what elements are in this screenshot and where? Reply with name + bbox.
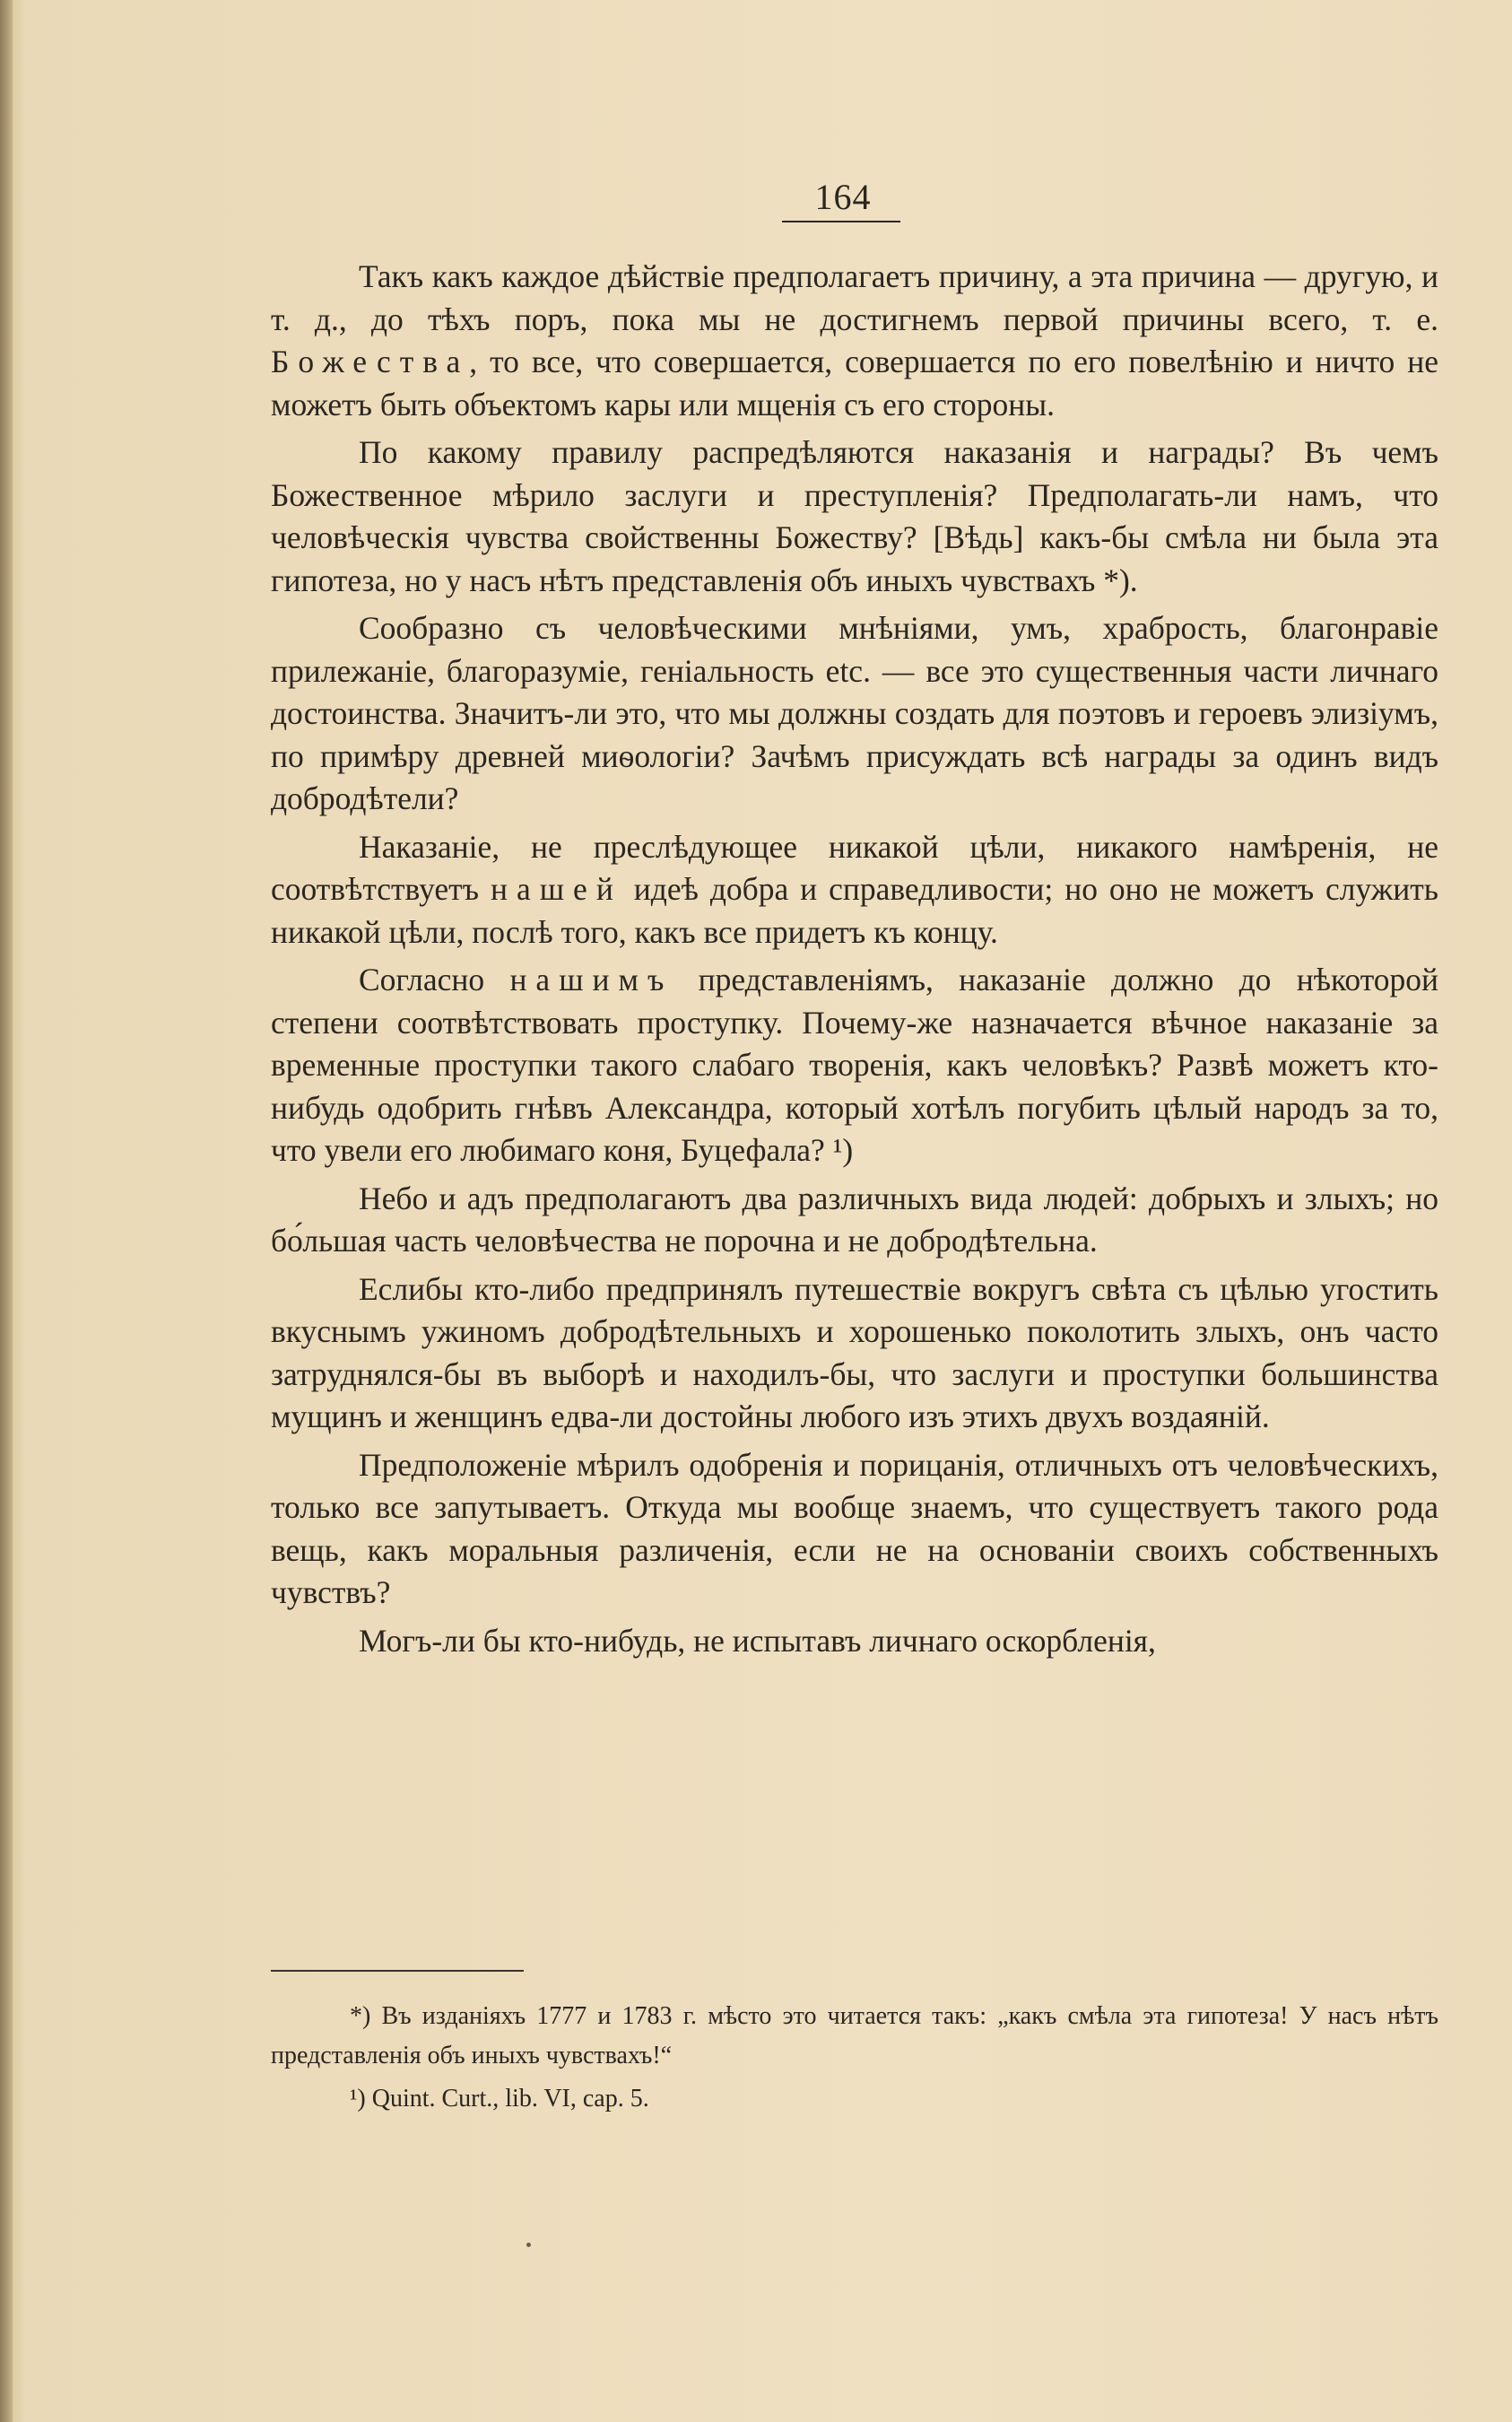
paragraph-8: Предположеніе мѣрилъ одобренія и порицанія, отличныхъ отъ человѣческихъ, только все запутываетъ. Откуда мы вообще знаемъ, что существуетъ такого рода вещь, какъ моральныя различенія, если не на основаніи своихъ собственныхъ чувствъ?: [271, 1446, 1438, 1610]
footnotes: [271, 1997, 1438, 2122]
paragraph-1-spaced-word: Божества: [271, 344, 470, 379]
paragraph-4: [271, 826, 1438, 954]
paragraph-3: Сообразно съ человѣческими мнѣніями, умъ, храбрость, благонравіе прилежаніе, благоразуміе, геніальность etc. — все это существенныя части личнаго достоинства. Значитъ-ли это, что мы должны создать для поэтовъ и героевъ элизіумъ, по примѣру древней миѳологіи? Зачѣмъ присуждать всѣ награды за одинъ видъ добродѣтели?: [271, 610, 1438, 816]
footnote-rule: [271, 1970, 524, 1972]
paragraph-5-spaced-word: нашимъ: [509, 962, 673, 998]
paragraph-2: По какому правилу распредѣляются наказанія и награды? Въ чемъ Божественное мѣрило заслуги и преступленія? Предполагать-ли намъ, что человѣческія чувства свойственны Божеству? [Вѣдь] какъ-бы смѣла ни была эта гипотеза, но у насъ нѣтъ представленія объ иныхъ чувствахъ *).: [271, 434, 1438, 598]
page-number-rule: [782, 221, 900, 222]
footnote-asterisk: *) Въ изданіяхъ 1777 и 1783 г. мѣсто это читается такъ: „какъ смѣла эта гипотеза! У насъ нѣтъ представленія объ иныхъ чувствахъ!“: [271, 2002, 1438, 2069]
paragraph-6: Небо и адъ предполагаютъ два различныхъ вида людей: добрыхъ и злыхъ; но бо́льшая часть человѣчества не порочна и не добродѣтельна.: [271, 1180, 1438, 1259]
paragraph-4-text: Наказаніе, не преслѣдующее никакой цѣли, никакого намѣренія, не соотвѣтствуетъ: [271, 828, 1438, 907]
paragraph-1: [271, 256, 1438, 426]
paragraph-4-spaced-word: нашей: [490, 871, 622, 907]
paragraph-1-text: Такъ какъ каждое дѣйствіе предполагаетъ причину, а эта причина — другую, и т. д., до тѣхъ поръ, пока мы не достигнемъ первой причины всего, т. е.: [271, 258, 1438, 337]
paragraph-5: [271, 959, 1438, 1172]
paragraph-1-text-after: , то все, что совершается, совершается по его повелѣнію и ничто не можетъ быть объектомъ кары или мщенія съ его стороны.: [271, 344, 1438, 423]
paper-speck: [526, 2243, 531, 2247]
paragraph-5-text-after: представленіямъ, наказаніе должно до нѣкоторой степени соотвѣтствовать проступку. Почему-же назначается вѣчное наказаніе за временные проступки такого слабаго творенія, какъ человѣкъ? Развѣ можетъ кто-нибудь одобрить гнѣвъ Александра, который хотѣлъ погубить цѣлый народъ за то, что увели его любимаго коня, Буцефала? ¹): [271, 962, 1438, 1168]
footnote-1: ¹) Quint. Curt., lib. VI, cap. 5.: [350, 2085, 649, 2113]
body-text: [271, 256, 1438, 1668]
paragraph-5-text: Согласно: [359, 962, 510, 998]
paragraph-9: Могъ-ли бы кто-нибудь, не испытавъ личнаго оскорбленія,: [359, 1622, 1156, 1659]
paragraph-4-text-after: идеѣ добра и справедливости; но оно не можетъ служить никакой цѣли, послѣ того, какъ все придетъ къ концу.: [271, 871, 1439, 950]
page-binding-edge: [0, 0, 13, 2422]
paragraph-7: Еслибы кто-либо предпринялъ путешествіе вокругъ свѣта съ цѣлью угостить вкуснымъ ужиномъ добродѣтельныхъ и хорошенько поколотить злыхъ, онъ часто затруднялся-бы въ выборѣ и находилъ-бы, что заслуги и проступки большинства мущинъ и женщинъ едва-ли достойны любого изъ этихъ двухъ воздаяній.: [271, 1270, 1438, 1434]
page-number: 164: [814, 177, 872, 217]
